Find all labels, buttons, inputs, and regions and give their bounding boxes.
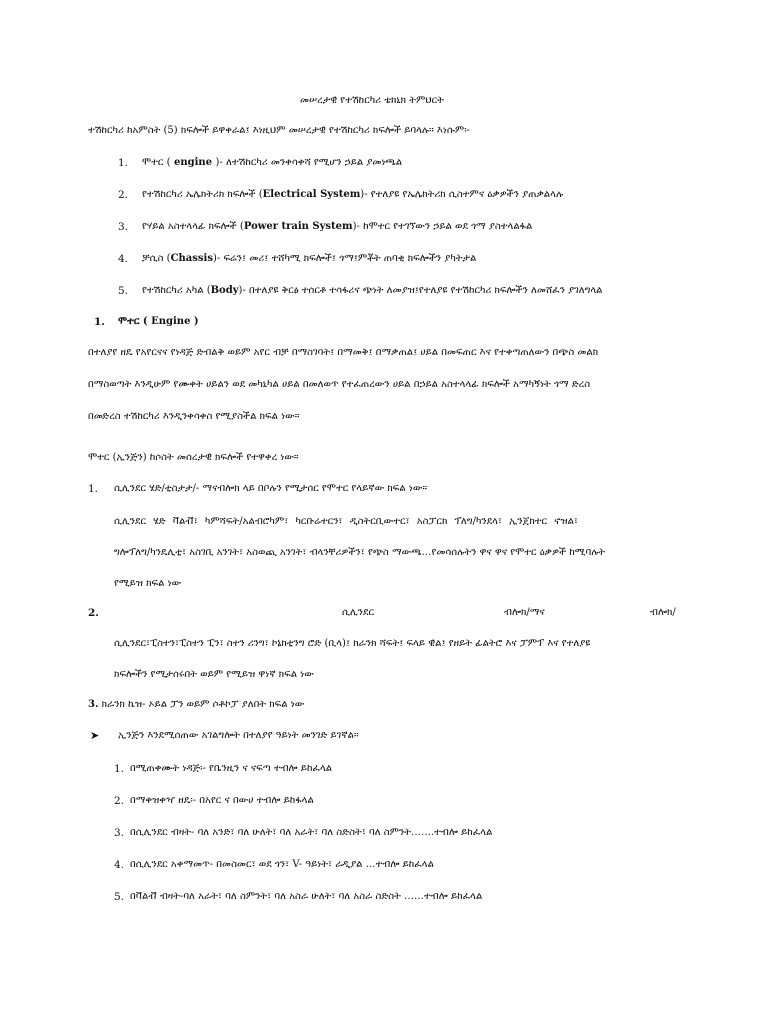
- engine-parts-intro: ሞተር (ኢንጅን) ከሶስት መሰረታዊ ክፍሎች የተዋቀረ ነው።: [88, 452, 299, 463]
- crankcase-text: ክራንክ ኬዝ- ኦይል ፓን ወይም ሶቶኮፓ ያለበት ክፍል ነው: [98, 699, 305, 710]
- engine-paragraph-line: በተለያየ ዘዴ የአየርናና የነዳጅ ድብልቅ ወይም አየር ብቻ በማስገባት፤ በማመቅ፤ በማቃጠል፤ ሀይል በመፍጠር እና የተቀጣጠለውን በጭስ መልክ: [88, 347, 599, 358]
- document-title: መሠረታዊ የተሽከርካሪ ቴክኒክ ትምህርት: [300, 95, 444, 106]
- cylinder-head-desc-line: ግሎፕለግ/ካንዴሊቲ፣ አስገቢ አንገት፣ አስወጪ አንገት፣ ብላንቸሪዎችን፣ የጭስ ማውጫ…የመሳሰሉትን ዋና ዋና የሞተር ዕቃዎች ከሚባሉት: [114, 547, 606, 558]
- list-item-amharic-post: )- ከሞተር የተገኘውን ኃይል ወደ ጎማ ያስተላልፋል: [352, 221, 533, 232]
- list-item-text: በማቀዝቀዣ ዘዴ፡- በአየር ና በውሀ ተብሎ ይከፋላል: [130, 795, 314, 806]
- list-item-number: 5.: [118, 285, 129, 297]
- cylinder-block-heading-part: ብሎክ/: [650, 607, 676, 618]
- subsection-number: 2.: [88, 607, 99, 619]
- list-item-amharic-pre: የተሽከርካሪ አካል (: [142, 285, 211, 296]
- cylinder-head-heading: ሲሊንደር ሄድ/ቲስታታ/- ማናብሎክ ላይ በቦሉን የሚታሰር የሞተር የላይኛው ክፍል ነው።: [114, 483, 428, 494]
- list-item-number: 4.: [118, 253, 129, 265]
- intro-paragraph: ተሽከርካሪ ከአምስት (5) ክፍሎች ይዋቀራል፤ እነዚህም መሠረታዊ የተሽከርካሪ ክፍሎች ይባላሉ። እነሱም፡-: [88, 125, 470, 136]
- subsection-number: 1.: [88, 483, 99, 495]
- list-item-english-term: engine: [170, 157, 216, 168]
- engine-paragraph-line: በማስወጣት እንዲሁም የሙቀት ሀይልን ወደ መካኒካል ሀይል በመለወጥ የተፈጠረውን ሀይል በኃይል አስተላላፊ ክፍሎች አማካኝነት ጎማ ድረስ: [88, 379, 591, 390]
- list-item-text: በሲሊንደር ብዛት- ባለ አንድ፣ ባለ ሁለት፣ ባለ አራት፣ ባለ ስድስት፣ ባለ ስምንት…….ተብሎ ይከፈላል: [130, 827, 493, 838]
- list-item-number: 1.: [114, 763, 125, 775]
- list-item-text: [142, 188, 563, 202]
- list-item-number: 2.: [114, 795, 125, 807]
- list-item-text: [142, 156, 402, 170]
- list-item-english-term: V: [292, 859, 299, 870]
- crankcase-line: [88, 698, 304, 712]
- list-item-text: በሚጠቀሙት ነዳጅ፡- የቤንዚን ና ናፍጣ ተብሎ ይከፈላል: [130, 763, 333, 774]
- list-item-amharic-post: )- ለተሽከርካሪ መንቀሳቀሻ የሚሆን ኃይል ያመነጫል: [215, 157, 403, 168]
- list-item-number: 1.: [118, 157, 129, 169]
- list-item-amharic-pre: የተሽከርካሪ ኤሌክትሪክ ክፍሎች (: [142, 189, 263, 200]
- cylinder-block-desc-line: ሲሊንደር፣ፒስተን፣ፒስተን ፒን፣ ስተን ሪንግ፣ ኮኔክቲንግ ሮድ (ቢላ)፤ ክራንክ ሻፍት፤ ፍላይ ዊል፤ የዘይት ፊልትሮ እና ፓምፕ እና የተለያዩ: [114, 638, 591, 649]
- list-item-amharic-post: - ዓይነት፣ ራዲያል …ተብሎ ይከፈላል: [298, 859, 434, 870]
- list-item-text: [142, 220, 532, 234]
- subsection-number: 3.: [88, 699, 99, 710]
- list-item-text: [142, 284, 603, 298]
- cylinder-block-heading-part: ብሎክ/ማና: [504, 607, 545, 618]
- list-item-english-term: Electrical System: [262, 189, 361, 200]
- list-item-english-term: Chassis: [170, 253, 213, 264]
- list-item-number: 4.: [114, 859, 125, 871]
- cylinder-head-desc-line: የሚይዝ ክፍል ነው: [114, 578, 182, 589]
- list-item-amharic-post: )- በተለያዩ ቅርፅ ተሰርቶ ተሳፋሪና ጭነት ለመያዝ፤የተለያዩ የተሽከርካሪ ክፍሎችን ለመሸፈን ያገለግላል: [238, 285, 603, 296]
- list-item-amharic-pre: ቻሲስ (: [142, 253, 171, 264]
- list-item-english-term: Power train System: [243, 221, 353, 232]
- arrow-bullet-icon: ➤: [90, 729, 100, 742]
- section-number: 1.: [94, 316, 105, 328]
- list-item-number: 5.: [114, 891, 125, 903]
- classification-heading: ኢንጅን እንደሚሰጠው አገልግሎት በተለያየ ዓይነት መንገድ ይገኛል።: [118, 730, 359, 741]
- list-item-number: 2.: [118, 189, 129, 201]
- list-item-english-term: Body: [210, 285, 239, 296]
- list-item-text: በቫልቭ ብዛት-ባለ አራት፣ ባለ ስምንት፣ ባለ አስራ ሁለት፣ ባለ አስራ ስድስት ……ተብሎ ይከፈላል: [130, 891, 483, 902]
- section-heading: ሞተር ( Engine ): [118, 316, 199, 327]
- list-item-amharic-pre: ሞተር (: [142, 157, 171, 168]
- list-item-text: [130, 858, 434, 872]
- list-item-number: 3.: [118, 221, 129, 233]
- cylinder-block-heading-part: ሲሊንደር: [342, 607, 374, 618]
- list-item-amharic-pre: የሃይል አስተላላፊ ክፍሎች (: [142, 221, 244, 232]
- cylinder-block-desc-line: ክፍሎችን የሚታሰሩበት ወይም የሚይዝ ዋነኛ ክፍል ነው: [114, 669, 314, 680]
- list-item-amharic-pre: በሲሊንደር አቀማመጥ- በመስመር፣ ወደ ጎን፣: [130, 859, 293, 870]
- engine-paragraph-line: በመድረስ ተሽከርካሪ እንዲንቀሳቀስ የሚያስችል ክፍል ነው።: [88, 411, 300, 422]
- list-item-text: [142, 252, 476, 266]
- cylinder-head-desc-line: ሲሊንደር ሄድ ቫልቭ፣ ካምሻፍት/አልብሮካም፣ ካርቡሬተርን፣ ዲስትርቢውተር፣ አስፓርክ ፕለግ/ካንደላ፣ ኢንጀክተር ኖዝል፣: [114, 516, 579, 527]
- list-item-amharic-post: )- የተለያዩ የኤሌክትሪክ ሲስተምና ዕቃዎችን ያጠቃልላሉ: [360, 189, 564, 200]
- list-item-amharic-post: )- ፍሬን፤ መሪ፤ ተሸካሚ ክፍሎች፤ ጎማ፤ምቾት ጠባቂ ክፍሎችን ያካትታል: [212, 253, 477, 264]
- list-item-number: 3.: [114, 827, 125, 839]
